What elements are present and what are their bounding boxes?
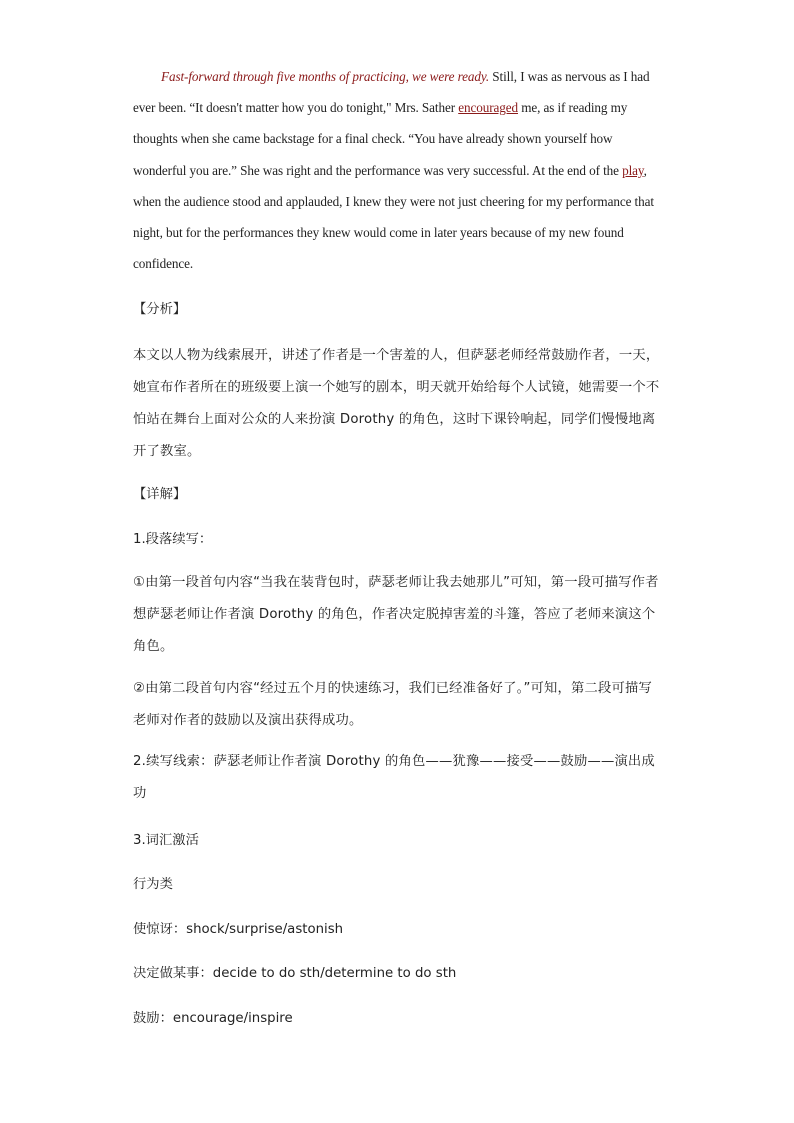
vocab-item-decide: 决定做某事：decide to do sth/determine to do sth — [133, 966, 457, 981]
item1-title: 1.段落续写： — [133, 532, 213, 547]
italic-opening-sentence: Fast-forward through five months of practicing, we were ready. — [161, 69, 490, 84]
paragraph-text-1: Still, I was as nervous as I had ever been. “It doesn't matter how you do tonight," Mrs. Sather — [133, 69, 650, 116]
vocab-item-encourage: 鼓励：encourage/inspire — [133, 1011, 293, 1026]
analysis-heading: 【分析】 — [133, 302, 187, 317]
underlined-word-encouraged: encouraged — [458, 100, 518, 116]
item2-clue: 2.续写线索：萨瑟老师让作者演 Dorothy 的角色——犹豫——接受——鼓励——演出成功 — [133, 754, 655, 801]
item1-point-b: ②由第二段首句内容“经过五个月的快速练习，我们已经准备好了。”可知，第二段可描写老师对作者的鼓励以及演出获得成功。 — [133, 681, 653, 728]
category-label: 行为类 — [133, 877, 173, 892]
paragraph-text-2: me, as if reading my thoughts when she came backstage for a final check. “You have already shown yourself how wonderful you are.” She was right and the performance was very successful. At the end of the — [133, 100, 628, 178]
analysis-body: 本文以人物为线索展开，讲述了作者是一个害羞的人，但萨瑟老师经常鼓励作者，一天，她宣布作者所在的班级要上演一个她写的剧本，明天就开始给每个人试镜，她需要一个不怕站在舞台上面对公众的人来扮演 Dorothy 的角色，这时下课铃响起，同学们慢慢地离开了教室。 — [133, 348, 660, 459]
details-heading: 【详解】 — [133, 487, 187, 502]
item1-point-a: ①由第一段首句内容“当我在装背包时，萨瑟老师让我去她那儿”可知，第一段可描写作者想萨瑟老师让作者演 Dorothy 的角色，作者决定脱掉害羞的斗篷，答应了老师来演这个角色。 — [133, 575, 659, 654]
paragraph-text-3: , when the audience stood and applauded, I knew they were not just cheering for my performance that night, but for the performances they knew would come in later years because of my new found confidence. — [133, 162, 654, 272]
vocab-item-surprise: 使惊讶：shock/surprise/astonish — [133, 922, 344, 937]
underlined-word-play: play — [622, 162, 644, 178]
item3-title: 3.词汇激活 — [133, 833, 199, 848]
english-paragraph — [133, 61, 661, 279]
